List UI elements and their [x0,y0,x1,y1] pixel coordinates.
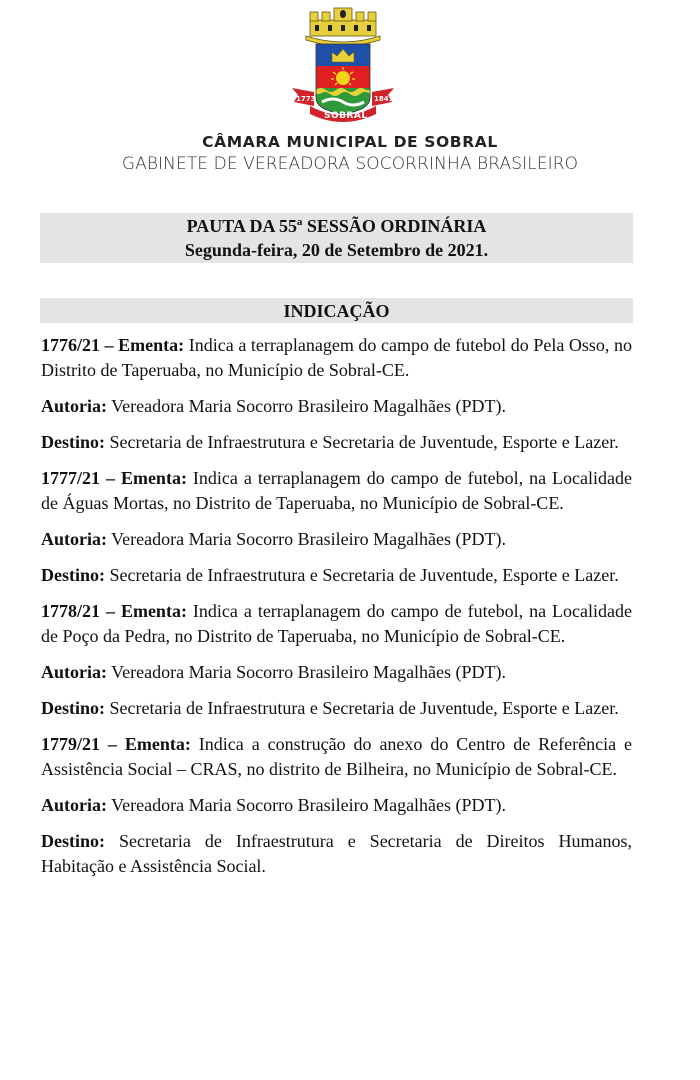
item-autoria: Autoria: Vereadora Maria Socorro Brasileiro Magalhães (PDT). [41,529,507,549]
item-autoria: Autoria: Vereadora Maria Socorro Brasileiro Magalhães (PDT). [41,396,507,416]
destino-label: Destino: [41,698,105,718]
item-ementa: 1776/21 – Ementa: Indica a terraplanagem do campo de futebol do Pela Osso, no Distrito de Taperuaba, no Município de Sobral-CE. [41,335,632,380]
agenda-item [41,599,632,721]
autoria-label: Autoria: [41,662,107,682]
item-number: 1779/21 – Ementa: [41,734,191,754]
organization-name: CÂMARA MUNICIPAL DE SOBRAL [202,133,498,151]
autoria-label: Autoria: [41,396,107,416]
item-destino: Destino: Secretaria de Infraestrutura e Secretaria de Juventude, Esporte e Lazer. [41,698,619,718]
office-name: GABINETE DE VEREADORA SOCORRINHA BRASILEIRO [121,154,579,174]
item-autoria: Autoria: Vereadora Maria Socorro Brasileiro Magalhães (PDT). [41,662,507,682]
item-destino: Destino: Secretaria de Infraestrutura e Secretaria de Juventude, Esporte e Lazer. [41,565,619,585]
item-number: 1776/21 – Ementa: [41,335,185,355]
destino-label: Destino: [41,831,105,851]
session-title: PAUTA DA 55ª SESSÃO ORDINÁRIA [186,216,487,236]
autoria-label: Autoria: [41,795,107,815]
session-title-band [40,213,633,263]
coat-of-arms-icon [288,6,398,122]
item-ementa: 1777/21 – Ementa: Indica a terraplanagem do campo de futebol, na Localidade de Águas Mortas, no Distrito de Taperuaba, no Município de Sobral-CE. [41,468,632,513]
item-ementa: 1779/21 – Ementa: Indica a construção do anexo do Centro de Referência e Assistência Social – CRAS, no distrito de Bilheira, no Município de Sobral-CE. [41,734,632,779]
session-date: Segunda-feira, 20 de Setembro de 2021. [184,240,489,260]
section-heading: INDICAÇÃO [40,298,633,323]
agenda-items [41,333,632,890]
agenda-item [41,732,632,879]
svg-text:SOBRAL: SOBRAL [324,111,368,121]
item-destino: Destino: Secretaria de Infraestrutura e Secretaria de Direitos Humanos, Habitação e Assistência Social. [41,831,632,876]
item-number: 1777/21 – Ementa: [41,468,187,488]
item-ementa: 1778/21 – Ementa: Indica a terraplanagem do campo de futebol, na Localidade de Poço da Pedra, no Distrito de Taperuaba, no Município de Sobral-CE. [41,601,632,646]
item-number: 1778/21 – Ementa: [41,601,187,621]
destino-label: Destino: [41,565,105,585]
item-destino: Destino: Secretaria de Infraestrutura e Secretaria de Juventude, Esporte e Lazer. [41,432,619,452]
item-autoria: Autoria: Vereadora Maria Socorro Brasileiro Magalhães (PDT). [41,795,507,815]
destino-label: Destino: [41,432,105,452]
agenda-item [41,333,632,455]
autoria-label: Autoria: [41,529,107,549]
agenda-item [41,466,632,588]
svg-text:1841: 1841 [374,95,394,103]
svg-text:1773: 1773 [296,95,316,103]
